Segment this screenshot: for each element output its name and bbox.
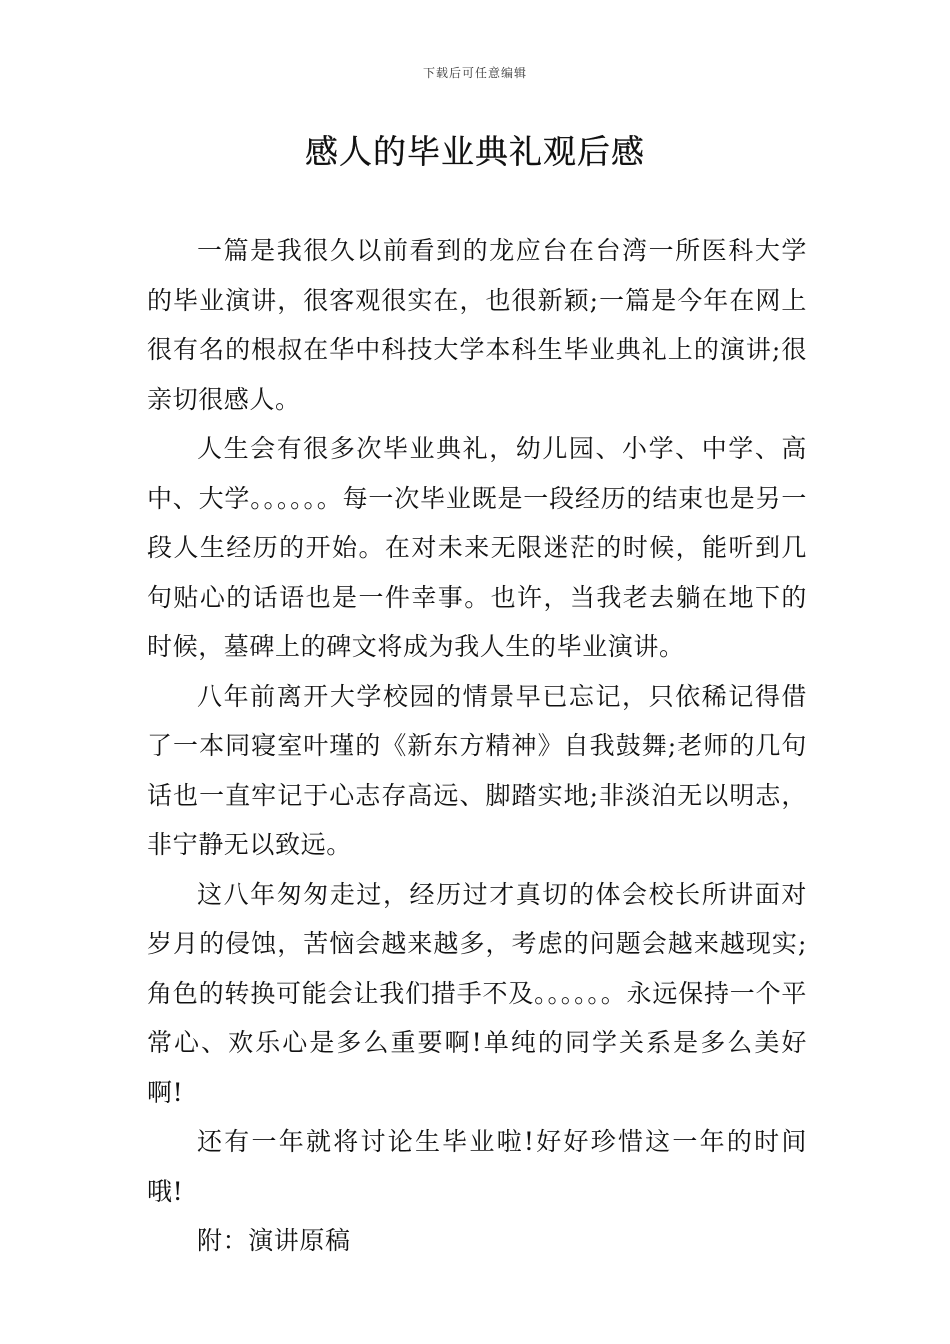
paragraph: 还有一年就将讨论生毕业啦!好好珍惜这一年的时间哦!	[147, 1127, 807, 1206]
paragraph: 附：演讲原稿	[197, 1226, 351, 1255]
paragraph: 一篇是我很久以前看到的龙应台在台湾一所医科大学的毕业演讲，很客观很实在，也很新颖;一篇是今年在网上很有名的根叔在华中科技大学本科生毕业典礼上的演讲;很亲切很感人。	[147, 236, 807, 414]
paragraph: 人生会有很多次毕业典礼，幼儿园、小学、中学、高中、大学。。。。。。每一次毕业既是一段经历的结束也是另一段人生经历的开始。在对未来无限迷茫的时候，能听到几句贴心的话语也是一件幸事。也许，当我老去躺在地下的时候，墓碑上的碑文将成为我人生的毕业演讲。	[147, 434, 807, 661]
document-title: 感人的毕业典礼观后感	[305, 132, 645, 171]
document-body	[147, 226, 807, 1266]
paragraph: 这八年匆匆走过，经历过才真切的体会校长所讲面对岁月的侵蚀，苦恼会越来越多，考虑的问题会越来越现实;角色的转换可能会让我们措手不及。。。。。。永远保持一个平常心、欢乐心是多么重要啊!单纯的同学关系是多么美好啊!	[147, 879, 807, 1107]
header-note: 下载后可任意编辑	[422, 66, 527, 80]
paragraph: 八年前离开大学校园的情景早已忘记，只依稀记得借了一本同寝室叶瑾的《新东方精神》自我鼓舞;老师的几句话也一直牢记于心志存高远、脚踏实地;非淡泊无以明志，非宁静无以致远。	[147, 681, 807, 859]
